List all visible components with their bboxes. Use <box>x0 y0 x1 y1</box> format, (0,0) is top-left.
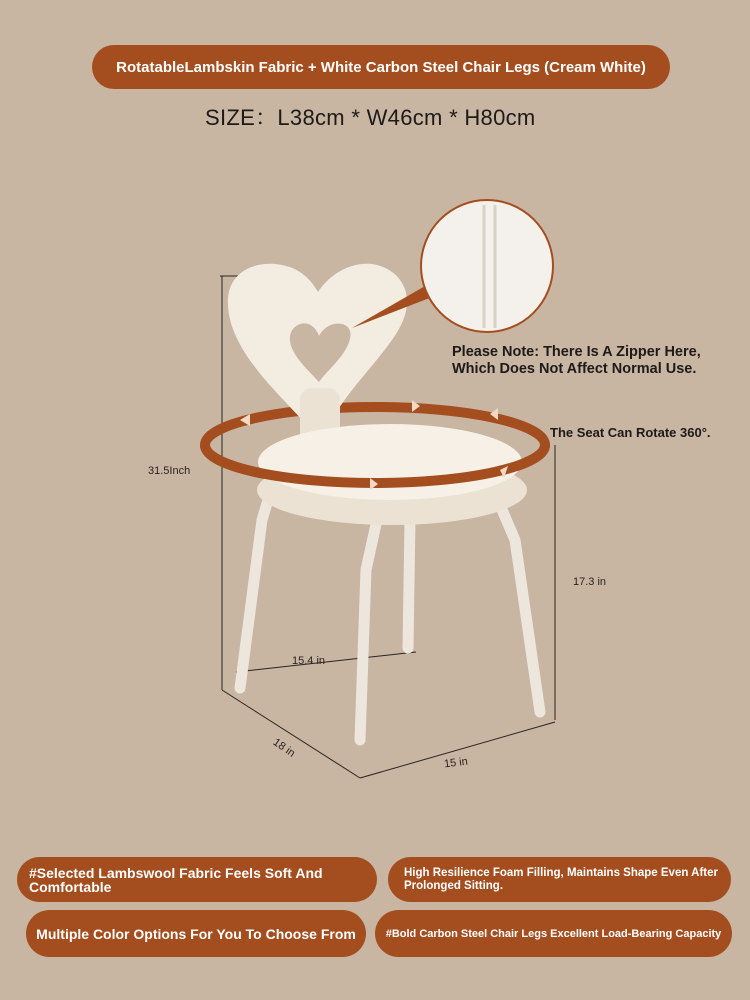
feature-text: #Bold Carbon Steel Chair Legs Excellent Load-Bearing Capacity <box>385 927 722 940</box>
feature-text: Multiple Color Options For You To Choose From <box>36 925 356 942</box>
length-label: 15 in <box>443 755 469 771</box>
feature-text: #Selected Lambswool Fabric Feels Soft And Comfortable <box>29 864 323 895</box>
length-dimension-line <box>360 722 555 778</box>
feature-badge <box>26 910 366 957</box>
seat-height-label: 17.3 in <box>573 576 607 588</box>
rotate-note: The Seat Can Rotate 360°. <box>550 425 711 440</box>
zipper-note: Please Note: There Is A Zipper Here, Which Does Not Affect Normal Use. <box>452 344 701 377</box>
zipper-closeup <box>421 200 553 332</box>
height-label: 31.5Inch <box>148 465 191 477</box>
feature-badge <box>17 857 377 902</box>
feature-badge <box>388 857 731 902</box>
depth-label: 18 in <box>270 736 298 760</box>
seat-width-label: 15.4 in <box>292 655 326 667</box>
feature-badge <box>375 910 732 957</box>
chair-legs <box>240 500 540 740</box>
seat-width-dimension-line <box>236 652 416 672</box>
depth-dimension-line <box>222 690 360 778</box>
size-spec: SIZE：L38cm * W46cm * H80cm <box>205 105 536 130</box>
seat-cushion-top <box>258 424 522 500</box>
feature-text: High Resilience Foam Filling, Maintains Shape Even After Prolonged Sitting. <box>404 866 718 892</box>
product-title: RotatableLambskin Fabric + White Carbon Steel Chair Legs (Cream White) <box>116 58 646 76</box>
